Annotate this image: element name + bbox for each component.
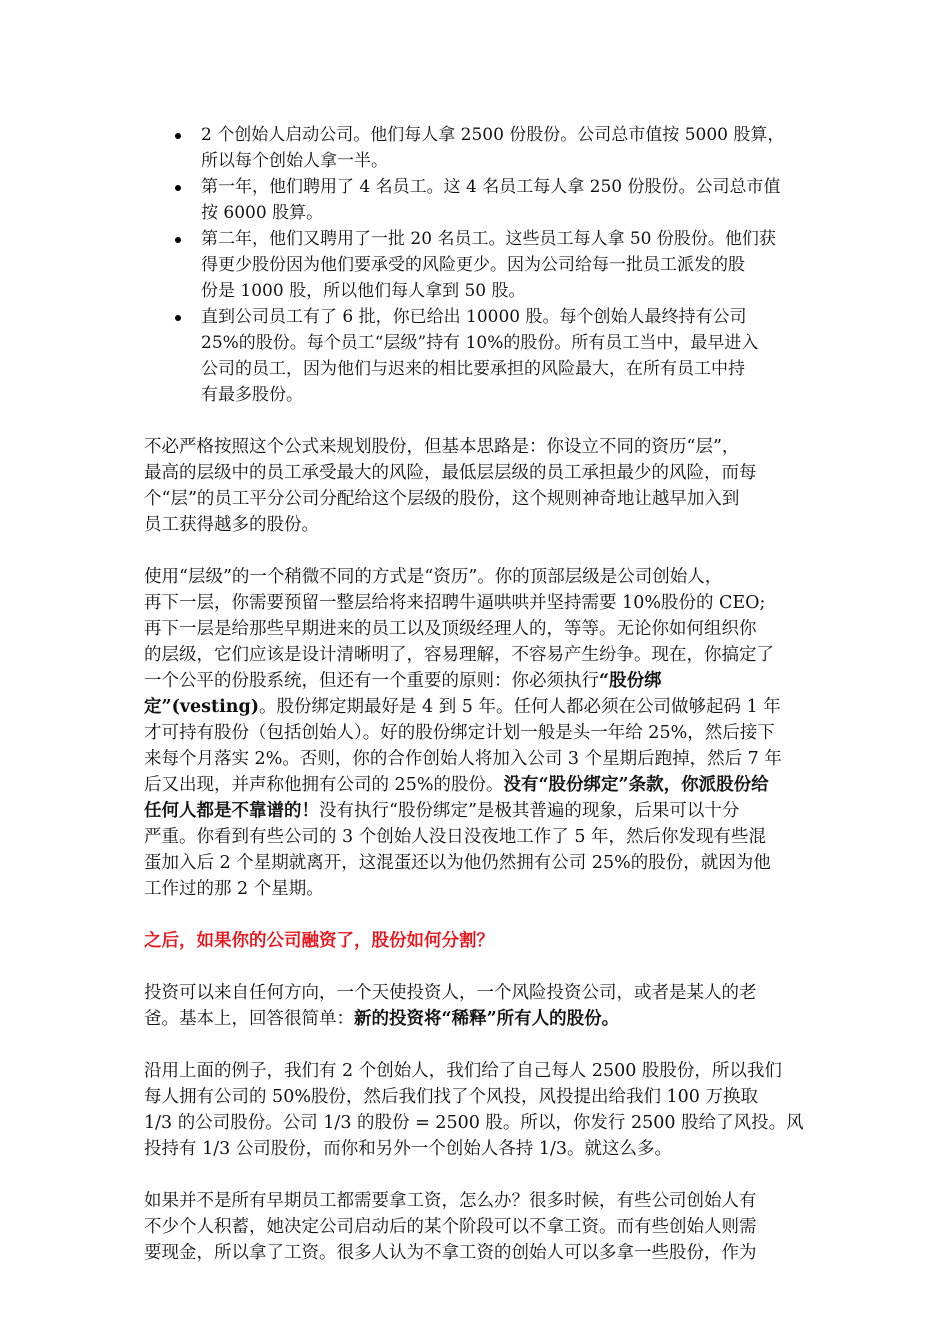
text-span: 后又出现，并声称他拥有公司的 25%的股份。 — [144, 775, 504, 795]
text-line — [144, 694, 812, 720]
text-line: 使用“层级”的一个稍微不同的方式是“资历”。你的顶部层级是公司创始人， — [144, 567, 723, 587]
text-line: 1/3 的公司股份。公司 1/3 的股份 = 2500 股。所以，你发行 2500 股给了风投。风 — [144, 1113, 804, 1133]
text-line: 工作过的那 2 个星期。 — [144, 879, 324, 899]
text-line: 蛋加入后 2 个星期就离开，这混蛋还以为他仍然拥有公司 25%的股份，就因为他 — [144, 853, 771, 873]
bold-text: 新的投资将“稀释”所有人的股份。 — [354, 1009, 620, 1029]
paragraph — [144, 564, 812, 902]
paragraph — [144, 980, 812, 1032]
text-line — [144, 1006, 812, 1032]
bullet-list — [144, 122, 812, 408]
text-line: 最高的层级中的员工承受最大的风险，最低层层级的员工承担最少的风险，而每 — [144, 463, 757, 483]
paragraph — [144, 1058, 812, 1162]
text-line: 有最多股份。 — [201, 385, 303, 405]
text-line: 来每个月落实 2%。否则，你的合作创始人将加入公司 3 个星期后跑掉，然后 7 年 — [144, 749, 782, 769]
text-line: 份是 1000 股，所以他们每人拿到 50 股。 — [201, 281, 526, 301]
text-line: 第一年，他们聘用了 4 名员工。这 4 名员工每人拿 250 份股份。公司总市值 — [201, 177, 781, 197]
bullet-icon — [175, 185, 181, 191]
text-line: 所以每个创始人拿一半。 — [201, 151, 388, 171]
document-page — [144, 122, 812, 1266]
text-line: 投持有 1/3 公司股份，而你和另外一个创始人各持 1/3。就这么多。 — [144, 1139, 673, 1159]
text-line — [144, 798, 812, 824]
text-line — [144, 772, 812, 798]
bullet-icon — [175, 237, 181, 243]
text-line — [144, 668, 812, 694]
text-line: 个“层”的员工平分公司分配给这个层级的股份，这个规则神奇地让越早加入到 — [144, 489, 740, 509]
text-span: 没有执行“股份绑定”是极其普遍的现象，后果可以十分 — [319, 801, 740, 821]
text-line: 严重。你看到有些公司的 3 个创始人没日没夜地工作了 5 年，然后你发现有些混 — [144, 827, 767, 847]
text-line: 公司的员工，因为他们与迟来的相比要承担的风险最大，在所有员工中持 — [201, 359, 745, 379]
list-item — [144, 226, 812, 304]
text-line: 第二年，他们又聘用了一批 20 名员工。这些员工每人拿 50 份股份。他们获 — [201, 229, 776, 249]
text-line: 再下一层，你需要预留一整层给将来招聘牛逼哄哄并坚持需要 10%股份的 CEO; — [144, 593, 766, 613]
text-span: 一个公平的份股系统，但还有一个重要的原则：你必须执行 — [144, 671, 599, 691]
text-line: 得更少股份因为他们要承受的风险更少。因为公司给每一批员工派发的股 — [201, 255, 745, 275]
text-line: 才可持有股份（包括创始人）。好的股份绑定计划一般是头一年给 25%，然后接下 — [144, 723, 775, 743]
list-item — [144, 304, 812, 408]
section-heading: 之后，如果你的公司融资了，股份如何分割？ — [144, 931, 494, 951]
text-span: 。股份绑定期最好是 4 到 5 年。任何人都必须在公司做够起码 1 年 — [258, 697, 781, 717]
text-line: 25%的股份。每个员工“层级”持有 10%的股份。所有员工当中，最早进入 — [201, 333, 759, 353]
text-line: 每人拥有公司的 50%股份，然后我们找了个风投，风投提出给我们 100 万换取 — [144, 1087, 758, 1107]
bullet-icon — [175, 315, 181, 321]
bold-text: 任何人都是不靠谱的！ — [144, 801, 319, 821]
bold-text: 没有“股份绑定”条款，你派股份给 — [503, 775, 769, 795]
text-line: 如果并不是所有早期员工都需要拿工资，怎么办？很多时候，有些公司创始人有 — [144, 1191, 757, 1211]
text-line: 的层级，它们应该是设计清晰明了，容易理解，不容易产生纷争。现在，你搞定了 — [144, 645, 774, 665]
bullet-icon — [175, 133, 181, 139]
paragraph — [144, 434, 812, 538]
text-line: 2 个创始人启动公司。他们每人拿 2500 份股份。公司总市值按 5000 股算， — [201, 125, 785, 145]
bold-text: “股份绑 — [599, 671, 662, 691]
text-line: 不少个人积蓄，她决定公司启动后的某个阶段可以不拿工资。而有些创始人则需 — [144, 1217, 757, 1237]
text-line: 按 6000 股算。 — [201, 203, 324, 223]
text-line: 不必严格按照这个公式来规划股份，但基本思路是：你设立不同的资历“层”， — [144, 437, 740, 457]
list-item — [144, 122, 812, 174]
paragraph — [144, 1188, 812, 1266]
text-line: 员工获得越多的股份。 — [144, 515, 319, 535]
text-line: 再下一层是给那些早期进来的员工以及顶级经理人的，等等。无论你如何组织你 — [144, 619, 757, 639]
list-item — [144, 174, 812, 226]
text-line: 投资可以来自任何方向，一个天使投资人，一个风险投资公司，或者是某人的老 — [144, 983, 757, 1003]
text-line: 直到公司员工有了 6 批，你已给出 10000 股。每个创始人最终持有公司 — [201, 307, 747, 327]
text-line: 沿用上面的例子，我们有 2 个创始人，我们给了自己每人 2500 股股份，所以我们 — [144, 1061, 782, 1081]
text-span: 爸。基本上，回答很简单： — [144, 1009, 354, 1029]
bold-text: 定”(vesting) — [144, 697, 259, 717]
text-line: 要现金，所以拿了工资。很多人认为不拿工资的创始人可以多拿一些股份，作为 — [144, 1243, 757, 1263]
